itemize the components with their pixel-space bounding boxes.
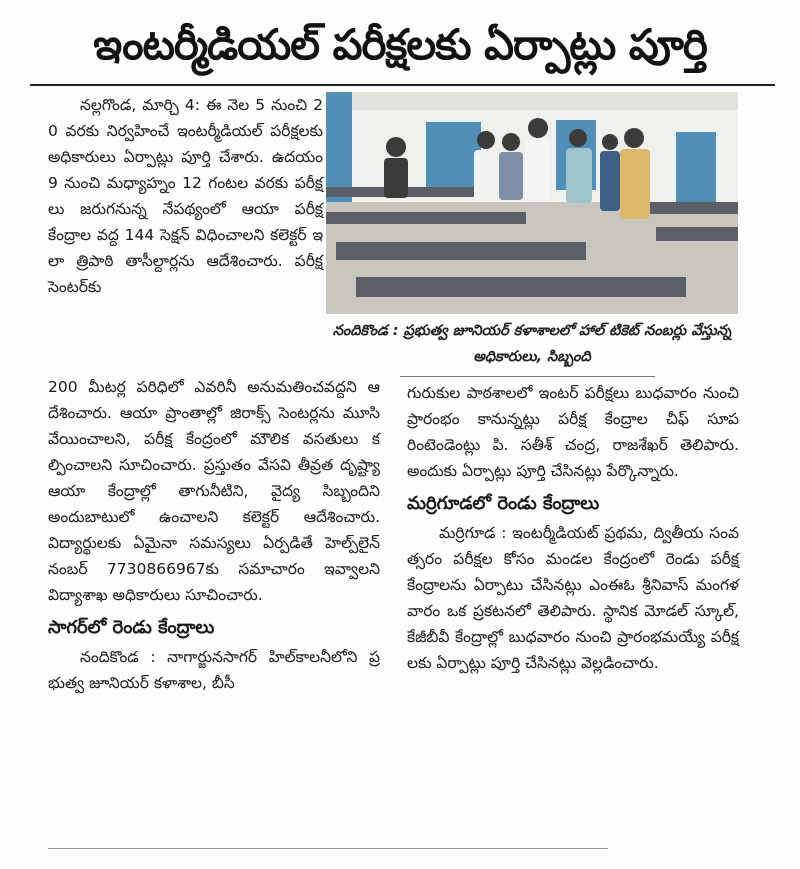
- lead-column-bottom: [48, 374, 380, 696]
- marriguda-subheading: మర్రిగూడలో రెండు కేంద్రాలు: [407, 493, 600, 514]
- headline-rule: [30, 84, 775, 86]
- photo-caption: నందికొండ : ప్రభుత్వ జూనియర్ కళాశాలలో హాల్ టికెట్ నంబర్లు వేస్తున్న అధికారులు, సిబ్బంది: [332, 323, 732, 365]
- continued-paragraph: గురుకుల పాఠశాలలో ఇంటర్ పరీక్షలు బుధవారం నుంచి ప్రారంభం కానున్నట్లు పరీక్ష కేంద్రాల చీఫ్ సూపరింటెండెంట్లు పి. సతీశ్ చంద్ర, రాజశేఖర్ తెలిపారు. అందుకు ఏర్పాట్లు పూర్తి చేసినట్లు పేర్కొన్నారు.: [407, 384, 739, 480]
- news-photo: [326, 92, 738, 314]
- marriguda-paragraph: మర్రిగూడ : ఇంటర్మీడియట్ ప్రథమ, ద్వితీయ సంవత్సరం పరీక్షల కోసం మండల కేంద్రంలో రెండు పరీక్ష కేంద్రాలను ఏర్పాటు చేసినట్లు ఎంఈఓ శ్రీనివాస్ మంగళవారం ఒక ప్రకటనలో తెలిపారు. స్థానిక మోడల్ స్కూల్, కేజీబీవీ కేంద్రాల్లో బుధవారం నుంచి ప్రారంభమయ్యే పరీక్షలకు ఏర్పాట్లు పూర్తి చేసినట్లు వెల్లడించారు.: [407, 524, 739, 672]
- right-column: [407, 380, 739, 676]
- lead-column-top: [48, 92, 323, 300]
- headline: ఇంటర్మీడియల్ పరీక్షలకు ఏర్పాట్లు పూర్తి: [93, 20, 707, 69]
- sagar-subheading: సాగర్‌లో రెండు కేంద్రాలు: [48, 617, 215, 638]
- sagar-paragraph: నందికొండ : నాగార్జునసాగర్ హిల్‌కాలనీలోని ప్రభుత్వ జూనియర్ కళాశాల, బీసీ: [48, 648, 380, 692]
- bottom-rule: [48, 848, 608, 849]
- classroom-photo-illustration: [326, 92, 738, 314]
- lead-paragraph-top: నల్లగొండ, మార్చి 4: ఈ నెల 5 నుంచి 20 వరకు నిర్వహించే ఇంటర్మీడియల్ పరీక్షలకు అధికారులు ఏర్పాట్లు పూర్తి చేశారు. ఉదయం 9 నుంచి మధ్యాహ్నం 12 గంటల వరకు పరీక్షలు జరుగనున్న నేపథ్యంలో ఆయా పరీక్ష కేంద్రాల వద్ద 144 సెక్షన్ విధించాలని కలెక్టర్ ఇలా త్రిపాఠి తాసీల్దార్లను ఆదేశించారు. పరీక్ష సెంటర్‌కు: [48, 96, 323, 296]
- caption-rule: [400, 376, 655, 377]
- lead-paragraph-bottom: 200 మీటర్ల పరిధిలో ఎవరినీ అనుమతించవద్దని ఆదేశించారు. ఆయా ప్రాంతాల్లో జిరాక్స్ సెంటర్లను మూసి వేయించాలని, పరీక్ష కేంద్రంలో మౌలిక వసతులు కల్పించాలని సూచించారు. ప్రస్తుతం వేసవి తీవ్రత దృష్ట్యా ఆయా కేంద్రాల్లో తాగునీటిని, వైద్య సిబ్బందిని అందుబాటులో ఉంచాలని కలెక్టర్ ఆదేశించారు. విద్యార్థులకు ఏమైనా సమస్యలు ఏర్పడితే హెల్ప్‌లైన్ నంబర్ 7730866967కు సమాచారం ఇవ్వాలని విద్యాశాఖ అధికారులు సూచించారు.: [48, 378, 380, 604]
